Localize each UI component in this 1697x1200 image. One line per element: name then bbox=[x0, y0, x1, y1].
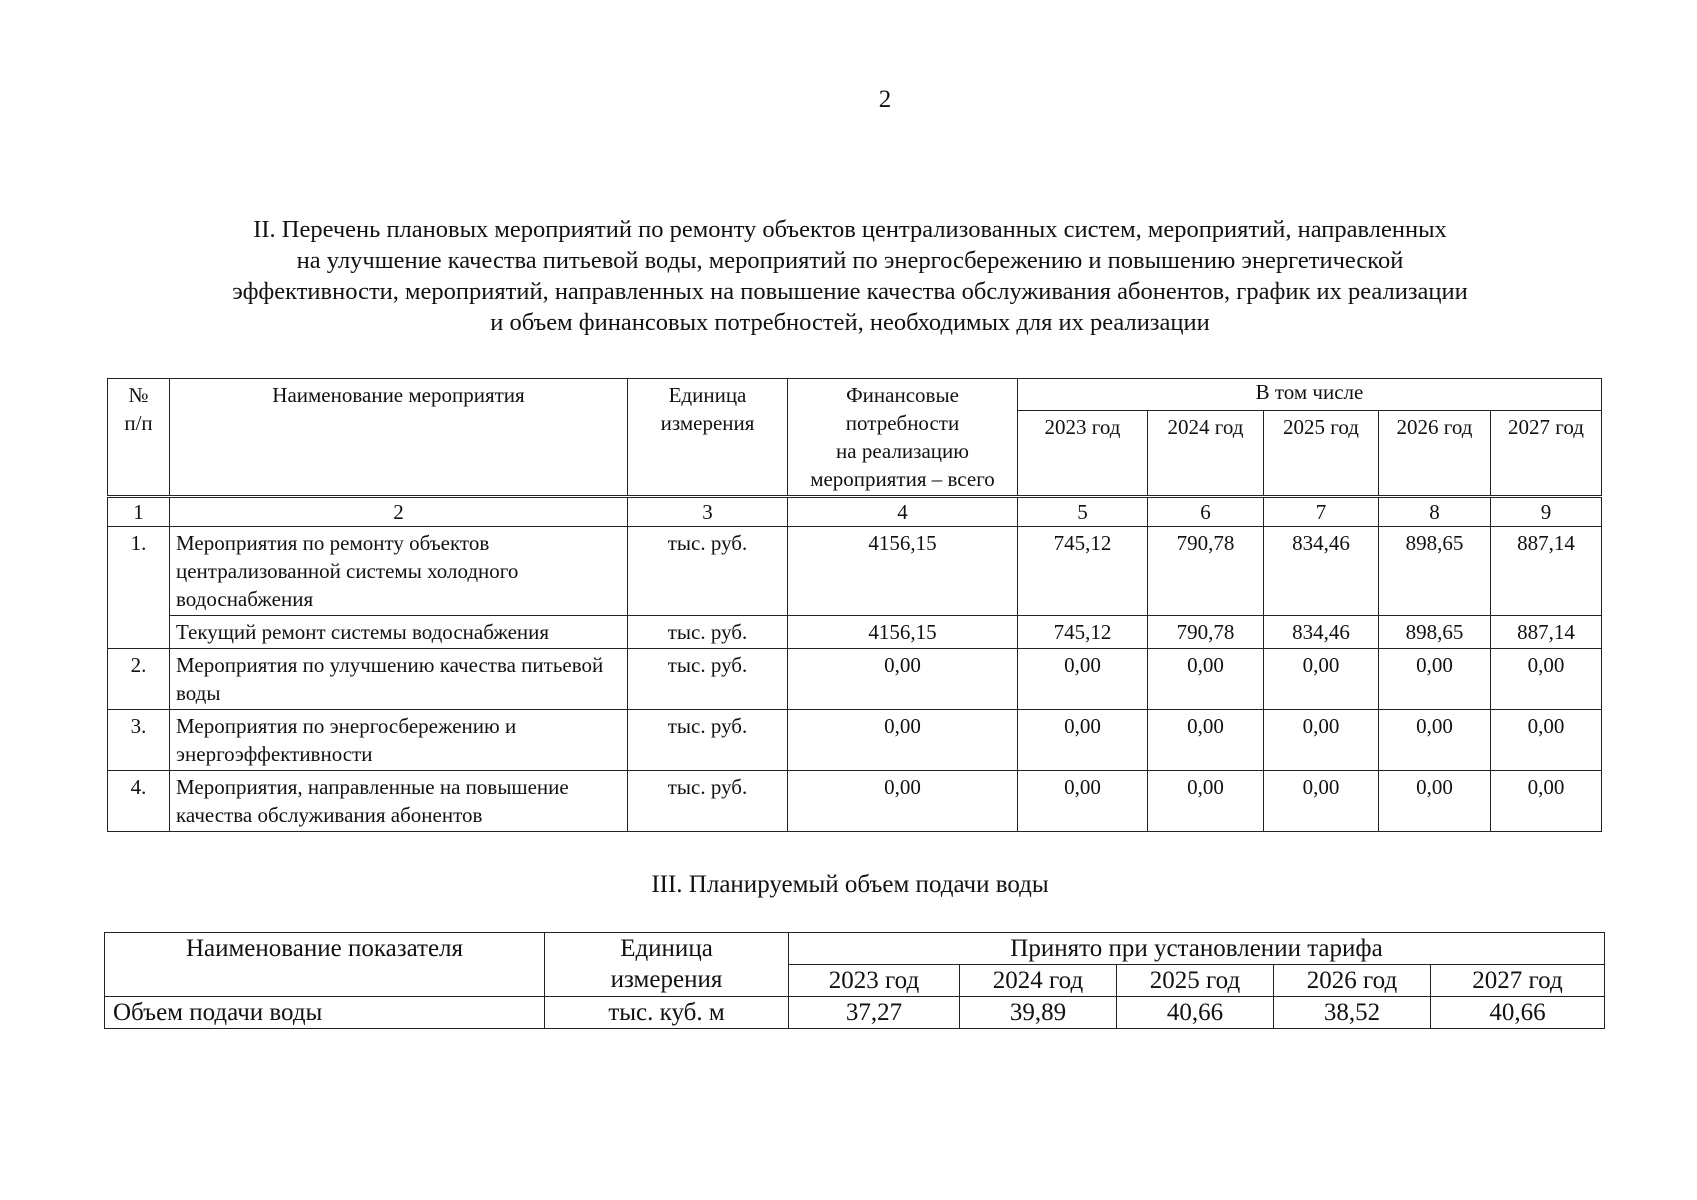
page-number: 2 bbox=[878, 86, 892, 113]
header-num-line: № bbox=[128, 383, 149, 407]
volume-value: 37,27 bbox=[789, 997, 960, 1029]
header-name: Наименование мероприятия bbox=[170, 379, 628, 497]
event-total: 0,00 bbox=[788, 710, 1018, 771]
event-value: 790,78 bbox=[1148, 616, 1264, 649]
column-number: 3 bbox=[628, 497, 788, 527]
section-2-title-line: II. Перечень плановых мероприятий по ремонту объектов централизованных систем, мероприятий, направленных bbox=[253, 216, 1447, 243]
section-2-title bbox=[120, 214, 1580, 338]
volume-value: 39,89 bbox=[960, 997, 1117, 1029]
events-header-row bbox=[108, 379, 1602, 411]
header-year: 2026 год bbox=[1274, 965, 1431, 997]
event-value: 0,00 bbox=[1264, 771, 1379, 832]
volume-header-row bbox=[105, 933, 1605, 965]
volume-value: 38,52 bbox=[1274, 997, 1431, 1029]
row-number: 1. bbox=[108, 527, 170, 649]
event-value: 887,14 bbox=[1491, 527, 1602, 616]
header-year: 2024 год bbox=[1148, 411, 1264, 497]
column-number-row bbox=[108, 497, 1602, 527]
table-row bbox=[108, 771, 1602, 832]
volume-value: 40,66 bbox=[1117, 997, 1274, 1029]
event-value: 790,78 bbox=[1148, 527, 1264, 616]
column-number: 9 bbox=[1491, 497, 1602, 527]
table-row bbox=[105, 997, 1605, 1029]
event-total: 0,00 bbox=[788, 649, 1018, 710]
column-number: 5 bbox=[1018, 497, 1148, 527]
event-unit: тыс. руб. bbox=[628, 527, 788, 616]
event-unit: тыс. руб. bbox=[628, 616, 788, 649]
header-year: 2024 год bbox=[960, 965, 1117, 997]
event-value: 898,65 bbox=[1379, 527, 1491, 616]
event-name: Текущий ремонт системы водоснабжения bbox=[170, 616, 628, 649]
event-value: 0,00 bbox=[1379, 771, 1491, 832]
event-value: 834,46 bbox=[1264, 616, 1379, 649]
header-finance-line: на реализацию bbox=[836, 439, 969, 463]
column-number: 7 bbox=[1264, 497, 1379, 527]
event-total: 0,00 bbox=[788, 771, 1018, 832]
event-value: 0,00 bbox=[1018, 649, 1148, 710]
section-2-title-line: эффективности, мероприятий, направленных на повышение качества обслуживания абонентов, график их реализации bbox=[232, 278, 1468, 305]
event-unit: тыс. руб. bbox=[628, 649, 788, 710]
event-unit: тыс. руб. bbox=[628, 771, 788, 832]
event-value: 0,00 bbox=[1264, 649, 1379, 710]
column-number: 8 bbox=[1379, 497, 1491, 527]
event-value: 0,00 bbox=[1379, 649, 1491, 710]
table-row bbox=[108, 527, 1602, 616]
section-2-title-line: на улучшение качества питьевой воды, мероприятий по энергосбережению и повышению энергетической bbox=[296, 247, 1404, 274]
event-value: 0,00 bbox=[1491, 649, 1602, 710]
event-value: 887,14 bbox=[1491, 616, 1602, 649]
event-name: Мероприятия по ремонту объектов централизованной системы холодного водоснабжения bbox=[170, 527, 628, 616]
event-value: 0,00 bbox=[1148, 649, 1264, 710]
event-value: 745,12 bbox=[1018, 527, 1148, 616]
header-accepted: Принято при установлении тарифа bbox=[789, 933, 1605, 965]
header-year: 2025 год bbox=[1117, 965, 1274, 997]
header-unit-line: измерения bbox=[610, 966, 723, 993]
event-value: 0,00 bbox=[1491, 710, 1602, 771]
section-3-title: III. Планируемый объем подачи воды bbox=[651, 871, 1049, 898]
row-number: 2. bbox=[108, 649, 170, 710]
header-year: 2023 год bbox=[1018, 411, 1148, 497]
event-name: Мероприятия по энергосбережению и энергоэффективности bbox=[170, 710, 628, 771]
event-value: 0,00 bbox=[1148, 771, 1264, 832]
header-unit-line: Единица bbox=[668, 383, 747, 407]
volume-value: 40,66 bbox=[1431, 997, 1605, 1029]
table-row bbox=[108, 616, 1602, 649]
header-finance bbox=[788, 379, 1018, 497]
column-number: 6 bbox=[1148, 497, 1264, 527]
header-finance-line: Финансовые bbox=[846, 383, 959, 407]
event-value: 0,00 bbox=[1379, 710, 1491, 771]
event-value: 0,00 bbox=[1264, 710, 1379, 771]
header-unit-line: Единица bbox=[620, 935, 713, 962]
event-value: 0,00 bbox=[1018, 710, 1148, 771]
event-total: 4156,15 bbox=[788, 527, 1018, 616]
header-year: 2026 год bbox=[1379, 411, 1491, 497]
event-value: 0,00 bbox=[1148, 710, 1264, 771]
header-num-line: п/п bbox=[124, 411, 153, 435]
event-value: 745,12 bbox=[1018, 616, 1148, 649]
header-year: 2025 год bbox=[1264, 411, 1379, 497]
table-row bbox=[108, 649, 1602, 710]
event-value: 0,00 bbox=[1491, 771, 1602, 832]
header-indicator: Наименование показателя bbox=[105, 933, 545, 997]
column-number: 2 bbox=[170, 497, 628, 527]
header-num bbox=[108, 379, 170, 497]
header-unit-line: измерения bbox=[660, 411, 755, 435]
column-number: 1 bbox=[108, 497, 170, 527]
event-value: 0,00 bbox=[1018, 771, 1148, 832]
table-row bbox=[108, 710, 1602, 771]
header-year: 2027 год bbox=[1431, 965, 1605, 997]
events-table bbox=[107, 378, 1602, 832]
row-number: 3. bbox=[108, 710, 170, 771]
header-unit bbox=[628, 379, 788, 497]
event-name: Мероприятия по улучшению качества питьевой воды bbox=[170, 649, 628, 710]
section-2-title-line: и объем финансовых потребностей, необходимых для их реализации bbox=[490, 309, 1210, 336]
header-year: 2023 год bbox=[789, 965, 960, 997]
event-unit: тыс. руб. bbox=[628, 710, 788, 771]
event-total: 4156,15 bbox=[788, 616, 1018, 649]
event-value: 834,46 bbox=[1264, 527, 1379, 616]
header-including: В том числе bbox=[1018, 379, 1602, 411]
column-number: 4 bbox=[788, 497, 1018, 527]
indicator-unit: тыс. куб. м bbox=[545, 997, 789, 1029]
event-name: Мероприятия, направленные на повышение качества обслуживания абонентов bbox=[170, 771, 628, 832]
header-finance-line: потребности bbox=[845, 411, 960, 435]
row-number: 4. bbox=[108, 771, 170, 832]
indicator-name: Объем подачи воды bbox=[105, 997, 545, 1029]
header-finance-line: мероприятия – всего bbox=[810, 467, 995, 491]
header-year: 2027 год bbox=[1491, 411, 1602, 497]
event-value: 898,65 bbox=[1379, 616, 1491, 649]
header-unit bbox=[545, 933, 789, 997]
water-volume-table bbox=[104, 932, 1605, 1029]
